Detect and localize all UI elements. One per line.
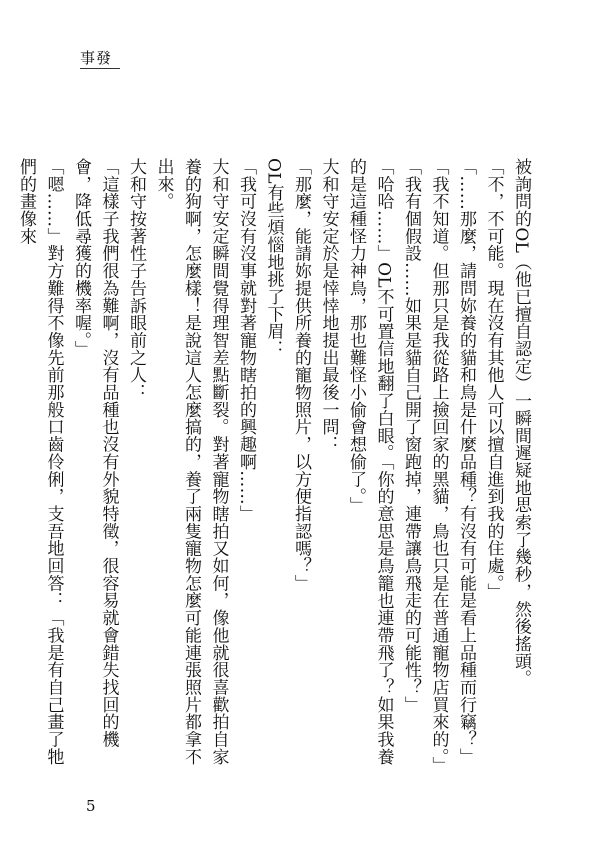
paragraph: 「我有個假設……如果是貓自己開了窗跑掉，連帶讓鳥飛走的可能性？」 [401,158,421,714]
paragraph: 「這樣子我們很為難啊，沒有品種也沒有外貌特徵，很容易就會錯失找回的機會，降低尋獲的機率喔。」 [71,158,119,748]
paragraph: 被詢問的OL（他已擅自認定）一瞬間遲疑地思索了幾秒，然後搖頭。 [511,158,531,688]
paragraph: 「我不知道。但那只是我從路上撿回家的黑貓，鳥也只是在普通寵物店買來的。」 [428,158,449,775]
page-number: 5 [86,797,96,815]
body-text [16,158,534,775]
paragraph: 「哈哈……」OL不可置信地翻了白眼。「你的意思是鳥籠也連帶飛了？如果我養的是這種怪力神鳥，那也難怪小偷會想偷了。」 [346,158,394,766]
paragraph: 「……那麼，請問妳養的貓和鳥是什麼品種？有沒有可能是看上品種而行竊？」 [456,158,476,766]
paragraph: 大和守按著性子告訴眼前之人： [126,158,146,401]
paragraph: 「嗯……」對方難得不像先前那般口齒伶俐，支吾地回答：「我是有自己畫了牠們的畫像來 [16,158,64,766]
paragraph: 大和守安定於是悻悻地提出最後一問： [318,158,339,453]
paragraph: 「那麼，能請妳提供所養的寵物照片，以方便指認嗎？」 [291,158,311,592]
paragraph: OL有些煩惱地挑了下眉： [263,158,284,358]
running-header: 事發 [80,48,120,69]
paragraph: 大和守安定瞬間覺得理智差點斷裂。對著寵物瞎拍又如何，像他就很喜歡拍自家養的狗啊，怎麼樣！是說這人怎麼搞的，養了兩隻寵物怎麼可能連張照片都拿不出來。 [153,158,229,766]
paragraph: 「我可沒有沒事就對著寵物瞎拍的興趣啊……」 [236,158,256,523]
paragraph: 「不，不可能。現在沒有其他人可以擅自進到我的住處。」 [483,158,504,601]
